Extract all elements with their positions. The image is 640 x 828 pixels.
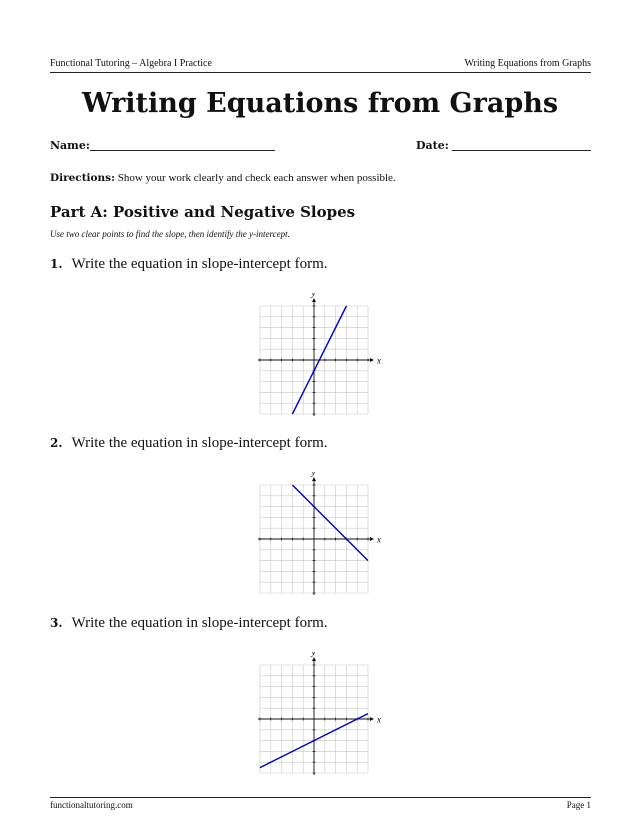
name-field[interactable]: [90, 150, 275, 151]
y-axis-label: y: [311, 293, 316, 298]
header-right: Writing Equations from Graphs: [464, 58, 591, 69]
y-axis-arrow: [312, 477, 316, 481]
directions: [50, 172, 396, 184]
problem-number: 3.: [50, 616, 63, 630]
problem-prompt: Write the equation in slope-intercept form.: [71, 615, 328, 631]
x-axis-label: x: [377, 714, 381, 725]
y-axis-label: y: [311, 652, 316, 657]
problem-3: [50, 615, 328, 632]
header-left: Functional Tutoring – Algebra I Practice: [50, 58, 212, 69]
problem-number: 2.: [50, 436, 63, 450]
x-axis-label: x: [377, 534, 381, 545]
problem-prompt: Write the equation in slope-intercept form.: [71, 256, 328, 272]
y-axis-arrow: [312, 657, 316, 661]
problem-number: 1.: [50, 257, 63, 271]
graph-2: [256, 472, 381, 597]
section-note: Use two clear points to find the slope, then identify the y-intercept.: [50, 229, 290, 239]
problem-1: [50, 256, 328, 273]
x-axis-arrow: [370, 717, 374, 721]
graph-3: [256, 652, 381, 777]
problem-prompt: Write the equation in slope-intercept form.: [71, 435, 328, 451]
directions-text: Show your work clearly and check each answer when possible.: [117, 172, 396, 184]
problem-2: [50, 435, 328, 452]
header-rule: [50, 72, 591, 73]
footer-left: functionaltutoring.com: [50, 800, 133, 810]
footer-rule: [50, 797, 591, 798]
date-label: Date:: [416, 139, 449, 152]
graph-line: [292, 485, 368, 561]
graph-1: [256, 293, 381, 418]
x-axis-arrow: [370, 358, 374, 362]
y-axis-arrow: [312, 298, 316, 302]
y-axis-label: y: [311, 472, 316, 477]
page-title: Writing Equations from Graphs: [81, 88, 559, 119]
name-label: Name:: [50, 139, 90, 152]
date-field[interactable]: [452, 150, 591, 151]
page-number: Page 1: [566, 800, 591, 810]
x-axis-arrow: [370, 537, 374, 541]
x-axis-label: x: [377, 355, 381, 366]
section-title: Part A: Positive and Negative Slopes: [50, 203, 356, 221]
directions-label: Directions:: [50, 172, 115, 184]
